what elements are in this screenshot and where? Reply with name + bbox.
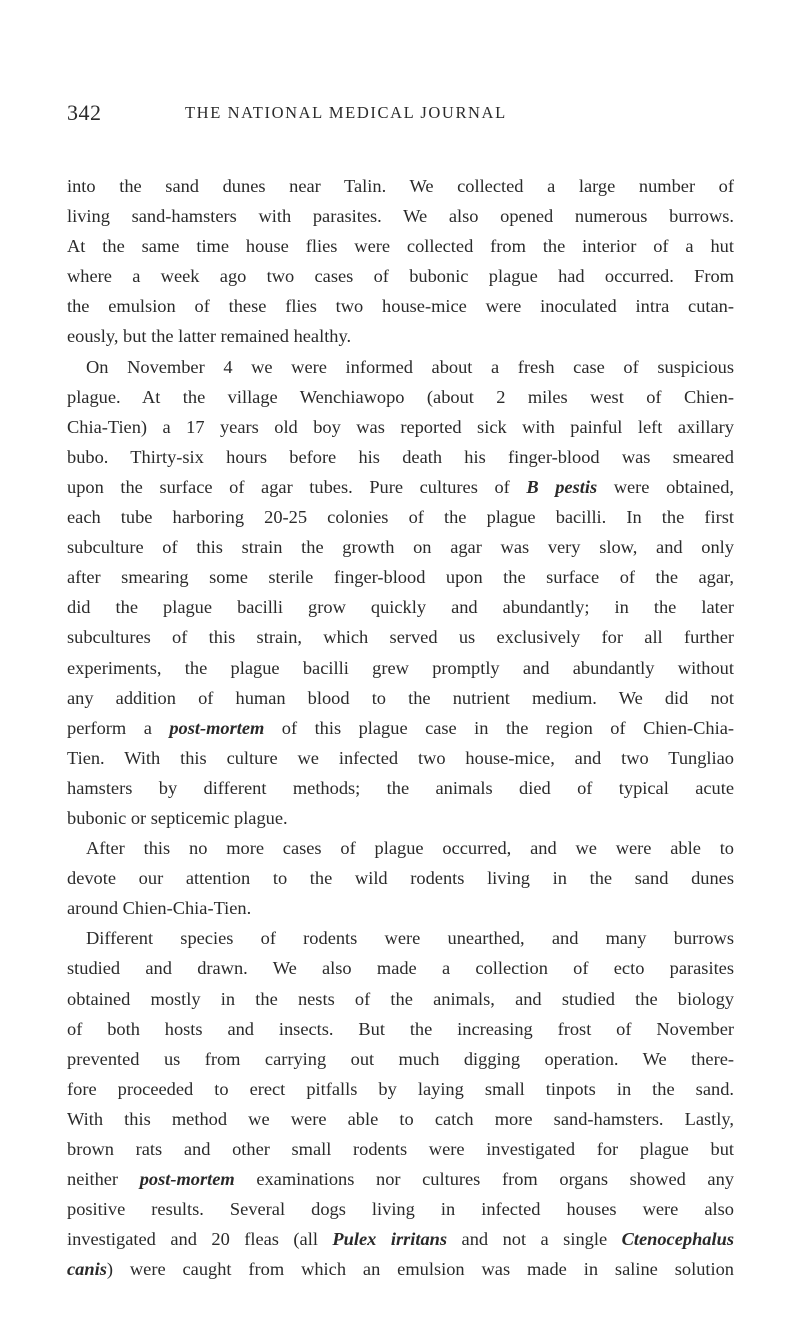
- page-number: 342: [67, 100, 102, 125]
- text-line: Chia-Tien) a 17 years old boy was reported sick with painful left axillary: [67, 416, 734, 437]
- text-line: brown rats and other small rodents were investigated for plague but: [67, 1139, 734, 1159]
- text-line: perform a post-mortem of this plague case in the region of Chien-Chia-: [67, 717, 734, 738]
- text-line: On November 4 we were informed about a fresh case of suspicious: [86, 356, 734, 377]
- text-line: obtained mostly in the nests of the animals, and studied the biology: [67, 988, 734, 1009]
- italic-term: Pulex irritans: [332, 1229, 448, 1250]
- text-line: the emulsion of these flies two house-mice were inoculated intra cutan-: [67, 296, 734, 317]
- text-line: fore proceeded to erect pitfalls by laying small tinpots in the sand.: [67, 1078, 734, 1099]
- text-line: any addition of human blood to the nutrient medium. We did not: [67, 687, 734, 708]
- italic-term: post-mortem: [139, 1169, 235, 1190]
- italic-term: post-mortem: [169, 717, 265, 738]
- text-line: did the plague bacilli grow quickly and abundantly; in the later: [67, 597, 734, 618]
- text-line: bubonic or septicemic plague.: [67, 807, 288, 828]
- text-line: living sand-hamsters with parasites. We also opened numerous burrows.: [67, 206, 734, 227]
- text-line: experiments, the plague bacilli grew promptly and abundantly without: [67, 657, 734, 678]
- italic-term: B pestis: [526, 476, 598, 497]
- text-line: subculture of this strain the growth on agar was very slow, and only: [67, 537, 734, 558]
- italic-term: canis: [67, 1259, 107, 1280]
- text-line: hamsters by different methods; the animals died of typical acute: [67, 777, 734, 798]
- text-line: canis) were caught from which an emulsion was made in saline solution: [67, 1259, 734, 1280]
- paragraph: [67, 923, 734, 1284]
- article-body: [67, 171, 734, 1284]
- text-line: after smearing some sterile finger-blood upon the surface of the agar,: [67, 567, 734, 588]
- paragraph: [67, 171, 734, 352]
- paragraph: [67, 833, 734, 923]
- text-line: where a week ago two cases of bubonic plague had occurred. From: [67, 266, 734, 287]
- text-line: With this method we were able to catch more sand-hamsters. Lastly,: [67, 1108, 734, 1129]
- text-line: prevented us from carrying out much digging operation. We there-: [67, 1048, 734, 1069]
- text-line: eously, but the latter remained healthy.: [67, 326, 352, 347]
- running-head: [67, 100, 734, 130]
- text-line: subcultures of this strain, which served us exclusively for all further: [67, 627, 734, 648]
- text-line: around Chien-Chia-Tien.: [67, 898, 252, 919]
- text-line: positive results. Several dogs living in infected houses were also: [67, 1199, 734, 1220]
- text-line: neither post-mortem examinations nor cultures from organs showed any: [67, 1169, 734, 1190]
- text-line: each tube harboring 20-25 colonies of the plague bacilli. In the first: [67, 507, 734, 528]
- text-line: plague. At the village Wenchiawopo (about 2 miles west of Chien-: [67, 386, 734, 407]
- paragraph: [67, 352, 734, 834]
- text-line: upon the surface of agar tubes. Pure cultures of B pestis were obtained,: [67, 476, 734, 497]
- text-line: After this no more cases of plague occurred, and we were able to: [86, 838, 734, 859]
- text-line: investigated and 20 fleas (all Pulex irritans and not a single Ctenocephalus: [67, 1229, 734, 1250]
- text-line: devote our attention to the wild rodents living in the sand dunes: [67, 868, 734, 889]
- text-line: At the same time house flies were collected from the interior of a hut: [67, 236, 734, 257]
- text-line: Tien. With this culture we infected two house-mice, and two Tungliao: [67, 747, 734, 768]
- italic-term: Ctenocephalus: [621, 1229, 734, 1250]
- journal-title: THE NATIONAL MEDICAL JOURNAL: [185, 103, 507, 122]
- text-line: Different species of rodents were unearthed, and many burrows: [86, 928, 734, 949]
- text-line: bubo. Thirty-six hours before his death his finger-blood was smeared: [67, 446, 734, 467]
- text-line: studied and drawn. We also made a collection of ecto parasites: [67, 958, 734, 979]
- text-line: of both hosts and insects. But the increasing frost of November: [67, 1018, 734, 1039]
- text-line: into the sand dunes near Talin. We collected a large number of: [67, 176, 734, 196]
